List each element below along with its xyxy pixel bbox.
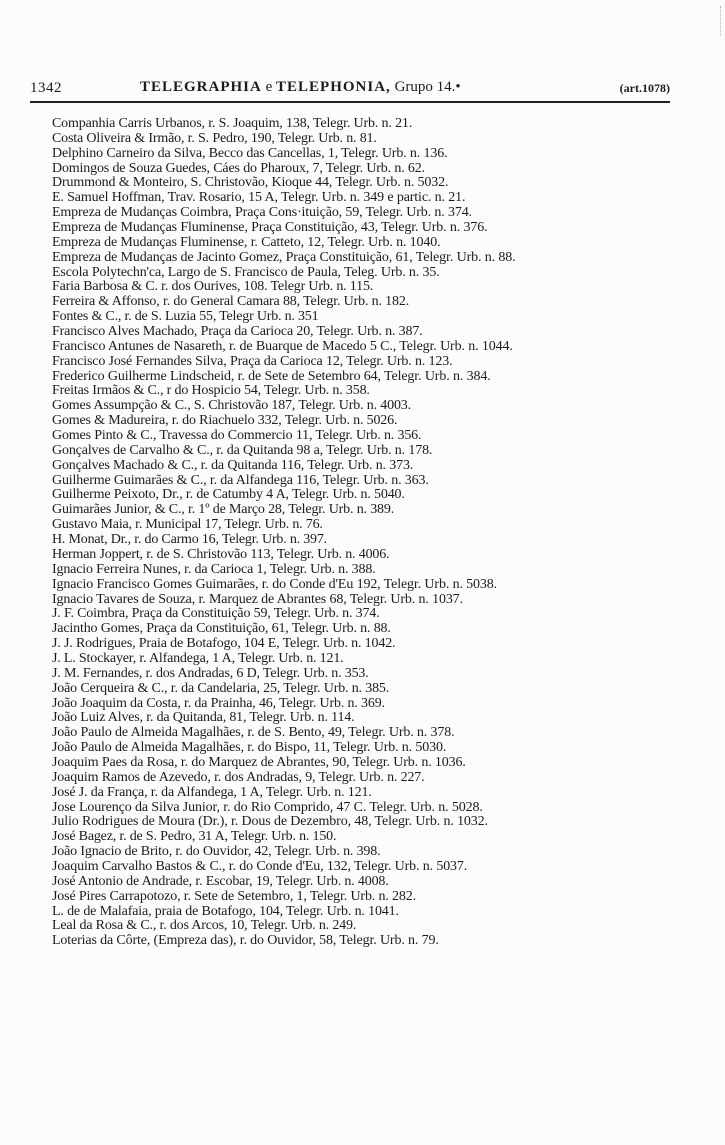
margin-mark [706,6,721,36]
directory-entry: Julio Rodrigues de Moura (Dr.), r. Dous de Dezembro, 48, Telegr. Urb. n. 1032. [52,814,488,830]
directory-entry: Companhia Carris Urbanos, r. S. Joaquim, 138, Telegr. Urb. n. 21. [52,116,413,131]
directory-entry: Gomes Pinto & C., Travessa do Commercio 11, Telegr. Urb. n. 356. [52,428,422,444]
directory-entry: Gonçalves de Carvalho & C., r. da Quitanda 98 a, Telegr. Urb. n. 178. [52,442,433,458]
directory-entry: Domingos de Souza Guedes, Cáes do Pharoux, 7, Telegr. Urb. n. 62. [52,160,425,176]
directory-entry: José Bagez, r. de S. Pedro, 31 A, Telegr. Urb. n. 150. [52,829,337,845]
directory-entry: Empreza de Mudanças Fluminense, Praça Constituição, 43, Telegr. Urb. n. 376. [52,220,488,236]
directory-entry: Empreza de Mudanças Coimbra, Praça Cons·ituição, 59, Telegr. Urb. n. 374. [52,205,472,221]
directory-entry: Francisco Antunes de Nasareth, r. de Buarque de Macedo 5 C., Telegr. Urb. n. 1044. [52,338,513,354]
directory-entry: Gomes Assumpção & C., S. Christovão 187, Telegr. Urb. n. 4003. [52,398,411,414]
directory-entries [52,117,692,949]
header-rule [30,101,670,103]
directory-entry: Leal da Rosa & C., r. dos Arcos, 10, Telegr. Urb. n. 249. [52,918,357,934]
directory-entry: J. M. Fernandes, r. dos Andradas, 6 D, Telegr. Urb. n. 353. [52,665,369,681]
directory-entry: Guilherme Guimarães & C., r. da Alfandega 116, Telegr. Urb. n. 363. [52,472,429,488]
directory-entry: Ignacio Tavares de Souza, r. Marquez de Abrantes 68, Telegr. Urb. n. 1037. [52,591,463,607]
directory-entry: H. Monat, Dr., r. do Carmo 16, Telegr. Urb. n. 397. [52,532,327,548]
directory-entry: Francisco Alves Machado, Praça da Carioca 20, Telegr. Urb. n. 387. [52,324,423,340]
directory-entry: João Paulo de Almeida Magalhães, r. de S. Bento, 49, Telegr. Urb. n. 378. [52,725,455,741]
directory-entry: J. J. Rodrigues, Praia de Botafogo, 104 E, Telegr. Urb. n. 1042. [52,636,396,652]
article-reference: (art.1078) [619,81,670,95]
directory-entry: Gomes & Madureira, r. do Riachuelo 332, Telegr. Urb. n. 5026. [52,413,398,429]
directory-entry: Empreza de Mudanças de Jacinto Gomez, Praça Constituição, 61, Telegr. Urb. n. 88. [52,249,516,265]
directory-entry: João Luiz Alves, r. da Quitanda, 81, Telegr. Urb. n. 114. [52,710,355,726]
directory-entry: Ignacio Ferreira Nunes, r. da Carioca 1, Telegr. Urb. n. 388. [52,561,376,577]
directory-entry: João Paulo de Almeida Magalhães, r. do Bispo, 11, Telegr. Urb. n. 5030. [52,740,447,756]
directory-entry: Fontes & C., r. de S. Luzia 55, Telegr Urb. n. 351 [52,309,319,325]
directory-entry: Joaquim Carvalho Bastos & C., r. do Conde d'Eu, 132, Telegr. Urb. n. 5037. [52,858,468,874]
directory-entry: Drummond & Monteiro, S. Christovão, Kioque 44, Telegr. Urb. n. 5032. [52,175,449,191]
directory-entry: João Joaquim da Costa, r. da Prainha, 46, Telegr. Urb. n. 369. [52,695,385,711]
running-header [30,78,670,100]
directory-entry: Joaquim Paes da Rosa, r. do Marquez de Abrantes, 90, Telegr. Urb. n. 1036. [52,754,466,770]
directory-entry: Guilherme Peixoto, Dr., r. de Catumby 4 A, Telegr. Urb. n. 5040. [52,487,405,503]
directory-entry: Ignacio Francisco Gomes Guimarães, r. do Conde d'Eu 192, Telegr. Urb. n. 5038. [52,576,498,592]
title-connector: e [265,79,273,95]
directory-entry: L. de de Malafaia, praia de Botafogo, 104, Telegr. Urb. n. 1041. [52,903,399,919]
directory-entry: José Antonio de Andrade, r. Escobar, 19, Telegr. Urb. n. 4008. [52,873,389,889]
directory-entry: Guimarães Junior, & C., r. 1º de Março 28, Telegr. Urb. n. 389. [52,502,395,518]
directory-entry: Ferreira & Affonso, r. do General Camara 88, Telegr. Urb. n. 182. [52,294,410,310]
directory-entry: Faria Barbosa & C. r. dos Ourives, 108. Telegr Urb. n. 115. [52,279,374,295]
directory-entry: Frederico Guilherme Lindscheid, r. de Sete de Setembro 64, Telegr. Urb. n. 384. [52,368,491,384]
directory-entry: J. F. Coimbra, Praça da Constituição 59, Telegr. Urb. n. 374. [52,606,380,622]
directory-entry: José Pires Carrapotozo, r. Sete de Setembro, 1, Telegr. Urb. n. 282. [52,888,416,904]
directory-entry: Francisco José Fernandes Silva, Praça da Carioca 12, Telegr. Urb. n. 123. [52,353,453,369]
directory-entry: E. Samuel Hoffman, Trav. Rosario, 15 A, Telegr. Urb. n. 349 e partic. n. 21. [52,190,466,206]
directory-entry: Jose Lourenço da Silva Junior, r. do Rio Comprido, 47 C. Telegr. Urb. n. 5028. [52,799,483,815]
running-title [140,79,461,96]
title-group: Grupo 14.• [394,79,461,95]
directory-entry: Jacintho Gomes, Praça da Constituição, 61, Telegr. Urb. n. 88. [52,621,391,637]
directory-entry: Joaquim Ramos de Azevedo, r. dos Andradas, 9, Telegr. Urb. n. 227. [52,769,425,785]
directory-entry: Freitas Irmãos & C., r do Hospicio 54, Telegr. Urb. n. 358. [52,383,370,399]
directory-entry: Costa Oliveira & Irmão, r. S. Pedro, 190, Telegr. Urb. n. 81. [52,130,377,146]
directory-entry: Delphino Carneiro da Silva, Becco das Cancellas, 1, Telegr. Urb. n. 136. [52,145,448,161]
page-number: 1342 [30,80,62,96]
directory-entry: Escola Polytechn'ca, Largo de S. Francisco de Paula, Teleg. Urb. n. 35. [52,264,440,280]
directory-entry: João Ignacio de Brito, r. do Ouvidor, 42, Telegr. Urb. n. 398. [52,844,381,860]
title-main: TELEGRAPHIA [140,79,262,95]
directory-entry: João Cerqueira & C., r. da Candelaria, 25, Telegr. Urb. n. 385. [52,680,390,696]
directory-entry: José J. da França, r. da Alfandega, 1 A, Telegr. Urb. n. 121. [52,784,372,800]
title-second: TELEPHONIA, [276,79,391,95]
directory-entry: Herman Joppert, r. de S. Christovão 113, Telegr. Urb. n. 4006. [52,546,390,562]
directory-entry: J. L. Stockayer, r. Alfandega, 1 A, Telegr. Urb. n. 121. [52,650,344,666]
directory-entry: Gustavo Maia, r. Municipal 17, Telegr. Urb. n. 76. [52,517,323,533]
directory-entry: Loterias da Côrte, (Empreza das), r. do Ouvidor, 58, Telegr. Urb. n. 79. [52,933,439,949]
directory-entry: Empreza de Mudanças Fluminense, r. Catteto, 12, Telegr. Urb. n. 1040. [52,234,441,250]
directory-entry: Gonçalves Machado & C., r. da Quitanda 116, Telegr. Urb. n. 373. [52,457,414,473]
